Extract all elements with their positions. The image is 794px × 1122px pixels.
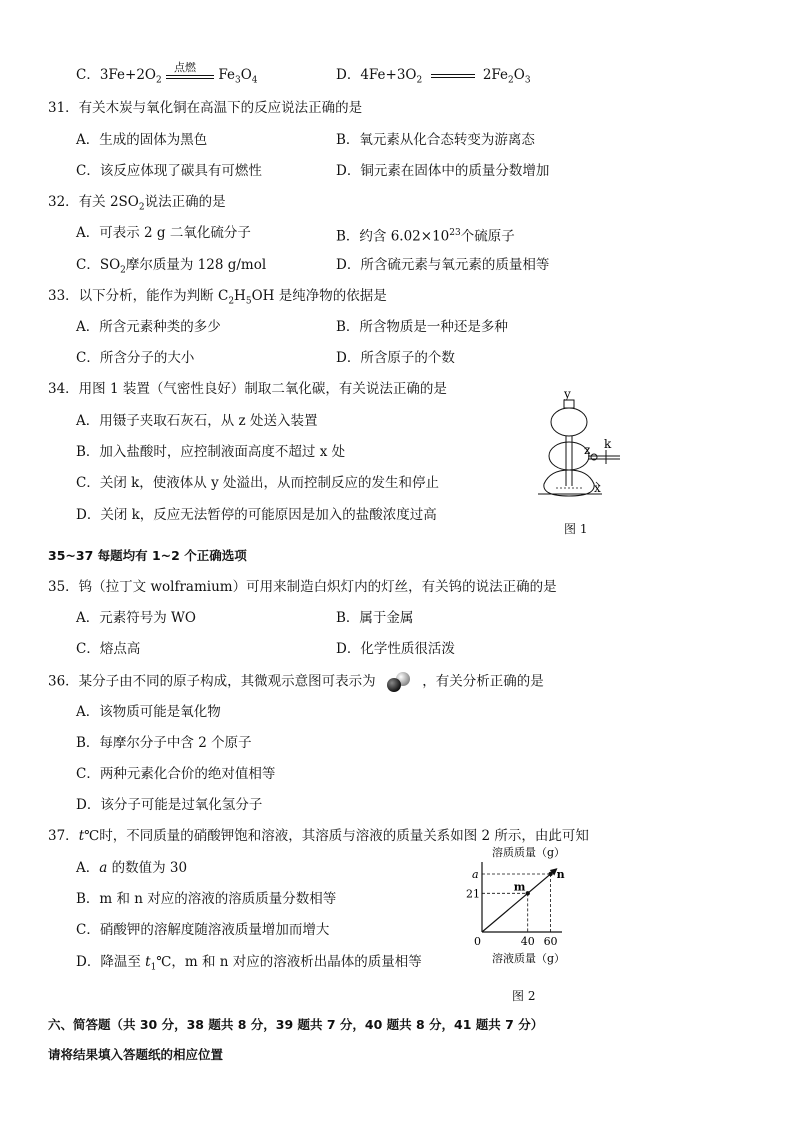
q34-option-a: A．用镊子夹取石灰石，从 z 处送入装置 (76, 413, 318, 429)
point-label-n: n (556, 867, 565, 881)
q30-option-d: D．$4Fe+3O_2$ $2Fe_2O_3$ (336, 67, 531, 86)
q37-option-d: D．降温至 $t_1℃$，m 和 n 对应的溶液析出晶体的质量相等 (76, 954, 422, 973)
x-tick-40: 40 (520, 935, 535, 948)
q33-option-c: C．所含分子的大小 (76, 350, 195, 366)
q36-option-b: B．每摩尔分子中含 2 个原子 (76, 735, 252, 751)
y-tick-21: 21 (466, 887, 480, 901)
q33-option-a: A．所含元素种类的多少 (76, 319, 221, 335)
label-y: y (564, 387, 571, 401)
q37-option-c: C．硝酸钾的溶解度随溶液质量增加而增大 (76, 922, 330, 938)
condition-arrow: 点燃 (166, 73, 214, 79)
q31-stem: 31．有关木炭与氧化铜在高温下的反应说法正确的是 (48, 100, 363, 116)
q33-option-d: D．所含原子的个数 (336, 350, 455, 366)
q37-option-a: A．a 的数值为 30 (76, 860, 188, 876)
figure-1-caption: 图 1 (564, 522, 588, 536)
q36-option-c: C．两种元素化合价的绝对值相等 (76, 766, 276, 782)
q35-option-d: D．化学性质很活泼 (336, 641, 455, 657)
series-line (482, 869, 557, 932)
point-m (526, 891, 530, 895)
q30-option-c: C．$3Fe+2O_2$ 点燃 $Fe_3O_4$ (76, 60, 258, 86)
label-x: x (594, 481, 601, 495)
q35-stem: 35．钨（拉丁文 wolframium）可用来制造白炽灯内的灯丝，有关钨的说法正确的是 (48, 579, 557, 595)
q37-option-b: B．m 和 n 对应的溶液的溶质质量分数相等 (76, 891, 337, 907)
q37-stem: 37．t℃时，不同质量的硝酸钾饱和溶液，其溶质与溶液的质量关系如图 2 所示，由此可知 (48, 828, 589, 844)
section-6-note: 请将结果填入答题纸的相应位置 (48, 1047, 224, 1062)
section-note: 35~37 每题均有 1~2 个正确选项 (48, 548, 247, 563)
x-axis-label: 溶液质量（g） (492, 952, 566, 965)
q36-option-d: D．该分子可能是过氧化氢分子 (76, 797, 263, 813)
q31-option-a: A．生成的固体为黑色 (76, 132, 208, 148)
y-tick-a: a (472, 867, 479, 881)
point-label-m: m (513, 880, 526, 894)
q35-option-c: C．熔点高 (76, 641, 141, 657)
q32-option-d: D．所含硫元素与氧元素的质量相等 (336, 257, 550, 273)
q31-option-d: D．铜元素在固体中的质量分数增加 (336, 163, 550, 179)
q34-option-b: B．加入盐酸时，应控制液面高度不超过 x 处 (76, 444, 346, 460)
section-6-title: 六、简答题（共 30 分，38 题共 8 分，39 题共 7 分，40 题共 8 分，41 题共 7 分） (48, 1017, 544, 1032)
q32-option-c: C．$SO_2$摩尔质量为 128 g/mol (76, 257, 267, 276)
q35-option-b: B．属于金属 (336, 610, 414, 626)
q35-option-a: A．元素符号为 WO (76, 610, 196, 626)
q36-option-a: A．该物质可能是氧化物 (76, 704, 221, 720)
q31-option-b: B．氧元素从化合态转变为游离态 (336, 132, 535, 148)
molecule-icon (384, 671, 414, 693)
equals-sign (431, 74, 475, 78)
solubility-chart (452, 842, 572, 970)
q34-option-c: C．关闭 k，使液体从 y 处溢出，从而控制反应的发生和停止 (76, 475, 440, 491)
origin-label: 0 (474, 935, 481, 948)
q33-option-b: B．所含物质是一种还是多种 (336, 319, 508, 335)
q36-stem: 36．某分子由不同的原子构成，其微观示意图可表示为 ，有关分析正确的是 (48, 671, 544, 693)
figure-2-caption: 图 2 (512, 989, 536, 1003)
q34-stem: 34．用图 1 装置（气密性良好）制取二氧化碳，有关说法正确的是 (48, 381, 447, 397)
kipp-apparatus-figure (520, 386, 630, 506)
label-z: z (584, 443, 591, 457)
y-axis-label: 溶质质量（g） (492, 846, 566, 859)
q31-option-c: C．该反应体现了碳具有可燃性 (76, 163, 262, 179)
x-tick-60: 60 (543, 935, 558, 948)
q34-option-d: D．关闭 k，反应无法暂停的可能原因是加入的盐酸浓度过高 (76, 507, 437, 523)
point-n (548, 872, 552, 876)
q33-stem: 33．以下分析，能作为判断 $C_2H_5OH$ 是纯净物的依据是 (48, 288, 387, 307)
q32-option-b: B．约含 $6.02\times 10^{23}$个硫原子 (336, 228, 515, 245)
label-k: k (604, 437, 612, 451)
q32-option-a: A．可表示 2 g 二氧化硫分子 (76, 225, 251, 241)
q32-stem: 32．有关 $2SO_2$说法正确的是 (48, 194, 226, 213)
